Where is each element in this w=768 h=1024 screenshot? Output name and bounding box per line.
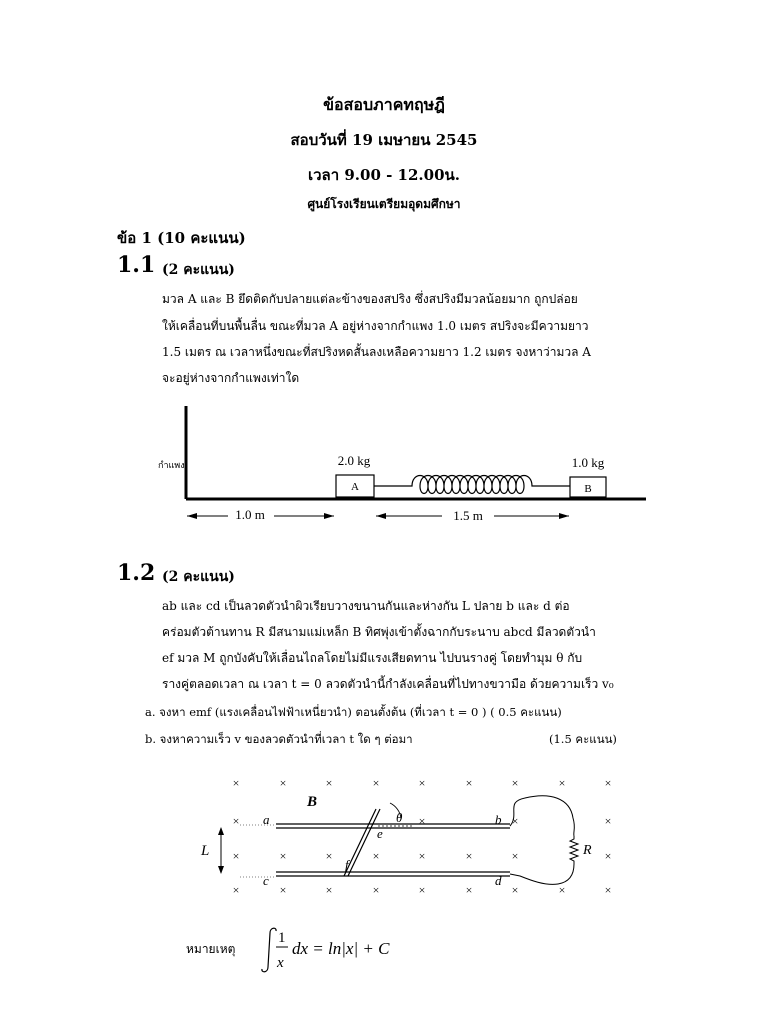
field-cross: × — [279, 849, 287, 863]
s12-item-b: b. จงหาความเร็ว v ของลวดตัวนำที่เวลา t ใด ๆ ต่อมา — [145, 732, 413, 746]
s11-line-2: ให้เคลื่อนที่บนพื้นลื่น ขณะที่มวล A อยู่ห่างจากกำแพง 1.0 เมตร สปริงจะมีความยาว — [162, 319, 589, 333]
dim-wall-a-label: 1.0 m — [235, 507, 265, 522]
integral-rhs: dx = ln|x| + C — [292, 939, 390, 958]
field-cross: × — [511, 849, 519, 863]
exam-time: เวลา 9.00 - 12.00น. — [307, 166, 461, 184]
field-cross: × — [465, 849, 473, 863]
mass-b-value: 1.0 kg — [571, 455, 605, 470]
question-1-heading: ข้อ 1 (10 คะแนน) — [117, 229, 246, 247]
field-cross: × — [325, 883, 333, 897]
field-cross: × — [465, 883, 473, 897]
spring-mass-figure — [150, 400, 655, 530]
s12-line-2: คร่อมตัวต้านทาน R มีสนามแม่เหล็ก B ทิศพุ่งเข้าตั้งฉากกับระนาบ abcd มีลวดตัวนำ — [162, 625, 596, 639]
field-cross: × — [325, 776, 333, 790]
section-1-2-number: 1.2 — [117, 560, 156, 586]
magnetic-field-crosses — [233, 776, 612, 897]
label-r: R — [583, 843, 592, 858]
field-cross: × — [418, 849, 426, 863]
note-label: หมายเหตุ — [186, 942, 236, 956]
field-cross: × — [418, 776, 426, 790]
field-cross: × — [558, 776, 566, 790]
label-b: b — [495, 812, 502, 827]
mass-a-value: 2.0 kg — [337, 453, 371, 468]
field-cross: × — [511, 883, 519, 897]
s11-line-1: มวล A และ B ยึดติดกับปลายแต่ละข้างของสปริง ซึ่งสปริงมีมวลน้อยมาก ถูกปล่อย — [162, 292, 578, 306]
field-cross: × — [604, 776, 612, 790]
field-cross: × — [325, 849, 333, 863]
section-1-2-score: (2 คะแนน) — [162, 569, 235, 585]
field-cross: × — [558, 883, 566, 897]
field-cross: × — [604, 849, 612, 863]
field-cross: × — [604, 883, 612, 897]
dim-wall-a-arrow-left — [187, 513, 197, 519]
integral-denominator: x — [277, 955, 284, 971]
rod-ef-line-1 — [344, 809, 376, 876]
field-label: B — [307, 794, 318, 810]
field-cross: × — [232, 849, 240, 863]
mass-a-label: A — [351, 481, 359, 493]
section-1-1-number: 1.1 — [117, 252, 156, 278]
field-cross: × — [511, 814, 519, 828]
resistor-symbol — [570, 836, 578, 864]
label-d: d — [495, 873, 502, 888]
dim-spring-label: 1.5 m — [453, 508, 483, 523]
integral-numerator: 1 — [278, 930, 286, 946]
label-e: e — [377, 826, 383, 841]
dim-wall-a-arrow-right — [324, 513, 334, 519]
field-cross: × — [232, 883, 240, 897]
field-cross: × — [604, 814, 612, 828]
angle-label: θ — [396, 810, 403, 825]
s12-line-4: รางคู่ตลอดเวลา ณ เวลา t = 0 ลวดตัวนำนี้กำลังเคลื่อนที่ไปทางขวามือ ด้วยความเร็ว v₀ — [162, 677, 614, 691]
label-f: f — [345, 857, 349, 872]
section-1-1-score: (2 คะแนน) — [162, 262, 235, 278]
field-cross: × — [511, 776, 519, 790]
field-cross: × — [418, 814, 426, 828]
rod-ef-line-2 — [348, 809, 380, 876]
dim-l-arrow-bottom — [218, 866, 224, 874]
integral-sign — [262, 928, 276, 972]
field-cross: × — [372, 883, 380, 897]
exam-title: ข้อสอบภาคทฤษฎี — [323, 95, 445, 114]
exam-center: ศูนย์โรงเรียนเตรียมอุดมศึกษา — [307, 197, 461, 211]
wire-top — [510, 796, 574, 836]
spring-coil — [374, 476, 570, 494]
label-l: L — [201, 843, 210, 859]
integral-formula — [258, 925, 408, 977]
wall-label: กำแพง — [158, 460, 185, 470]
rails-figure — [190, 770, 630, 900]
field-cross: × — [372, 849, 380, 863]
dim-spring-arrow-left — [376, 513, 386, 519]
field-cross: × — [418, 883, 426, 897]
s12-line-1: ab และ cd เป็นลวดตัวนำผิวเรียบวางขนานกันและห่างกัน L ปลาย b และ d ต่อ — [162, 599, 570, 613]
s12-line-3: ef มวล M ถูกบังคับให้เลื่อนไถลโดยไม่มีแรงเสียดทาน ไปบนรางคู่ โดยทำมุม θ กับ — [162, 651, 583, 665]
s11-line-4: จะอยู่ห่างจากกำแพงเท่าใด — [162, 371, 300, 385]
field-cross: × — [465, 776, 473, 790]
s11-line-3: 1.5 เมตร ณ เวลาหนึ่งขณะที่สปริงหดสั้นลงเหลือความยาว 1.2 เมตร จงหาว่ามวล A — [162, 345, 591, 359]
field-cross: × — [232, 776, 240, 790]
field-cross: × — [279, 883, 287, 897]
field-cross: × — [232, 814, 240, 828]
mass-b-label: B — [584, 483, 592, 495]
field-cross: × — [372, 776, 380, 790]
dim-spring-arrow-right — [559, 513, 569, 519]
exam-date: สอบวันที่ 19 เมษายน 2545 — [290, 131, 478, 149]
wire-bottom — [510, 864, 574, 884]
s12-item-b-score: (1.5 คะแนน) — [549, 732, 617, 746]
field-cross: × — [279, 776, 287, 790]
s12-item-a: a. จงหา emf (แรงเคลื่อนไฟฟ้าเหนี่ยวนำ) ตอนตั้งต้น (ที่เวลา t = 0 ) ( 0.5 คะแนน) — [145, 705, 562, 719]
label-c: c — [263, 873, 269, 888]
label-a: a — [263, 812, 270, 827]
dim-l-arrow-top — [218, 827, 224, 835]
